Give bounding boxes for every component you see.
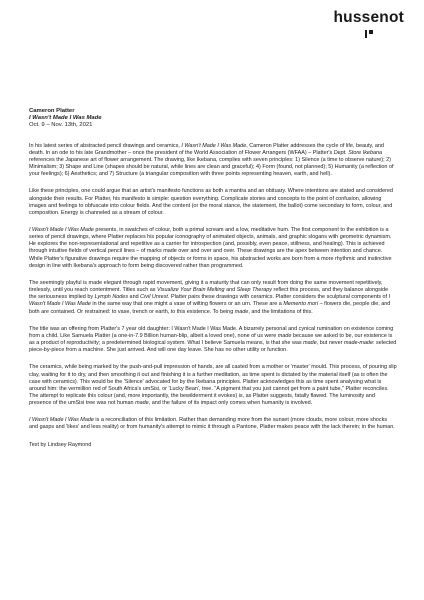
text-run: references the Japanese art of flower arrangement. The drawing, like Ikebana, complies with seven principles: 1) Silence (a time to observe nature); 2) Minimalism; 3) Shape and Line (shapes should be natural, while lines are clean and graceful); 4) Form (found, not planned); 5) Humanity (a reflection of your feelings); 6) Aesthetics; and 7) Structure (a triangular composition with three points representing heaven, earth, and hell). <box>29 156 394 178</box>
text-run: The seemingly playful is made elegant through rapid movement, giving it a maturity that can only result from doing the same movement repetitively, tirelessly, until you reach contentment. Titles such as <box>29 279 383 294</box>
paragraphs <box>29 143 397 449</box>
text-run: , and the limitations of this. <box>248 308 313 315</box>
author-credit <box>29 442 397 449</box>
body-paragraph <box>29 326 397 355</box>
text-run: In his latest series of abstracted pencil drawings and ceramics, <box>29 142 182 149</box>
italic-text: made <box>135 400 149 407</box>
text-run: – flowers die, people die, and both are contained. Or restrained: to vase, trench or earth, to this existence. To being <box>29 301 391 315</box>
text-run: and <box>128 294 141 301</box>
text-run: presents, in swatches of colour, both a primal scream and a low, meditative hum. The first component to the exhibition is a series of pencil drawings, where Platter replaces his popular iconography of animated objects, animals, and graphic slogans with geometric dynamism. He explores the non-representational and repetitive as a carrier for introspection (and, possibly, even peace, stillness, and healing). This is achieved through intuitive fields of vertical pencil lines – of marks made over and over and over. These drawings are the apex between intention and chance. While Platter's figurative drawings require the mapping of objects or forms in space, his abstracted works are born from a more rhythmic and instinctive design in line with Ikebana's approach to form being discovered rather than programmed. <box>29 227 392 269</box>
artist-name: Cameron Platter <box>29 108 75 114</box>
text-run: The title was an offering from Platter's 7 year old daughter: I Wasn't Made I Was Made. A bizarrely personal and cynical rumination on existence coming from a child. Like Samuela Platter (a one-in-7.9 Billion human-blip, albeit a loved one), none of us were <box>29 325 394 339</box>
text-run: , Cameron Platter addresses the cycle of life, beauty, and death. In an ode to his late Grandmother – once the president of the World Association of Flower Arrangers (WFAA) – Platter's <box>29 142 384 156</box>
text-run: because we asked to be, our existence is as a product of reproductivity; a predetermined biological system. What I believe Samuela means, is that she was <box>29 332 393 347</box>
italic-text: made <box>234 308 249 315</box>
text-run: reflect this process, and they balance alongside the seriousness implied by <box>29 287 389 301</box>
text-run: Like these principles, one could argue that an artist's manifesto functions as both a mantra and an obituary. Where intentions are stated and considered alongside their results. For Platter, his manifesto is simple: question everything. Complicate stories and concepts to the point of confusion, allowing images and feelings to obfuscate into colour fields. And the content (or the moral stance, the statement, the ballot) come secondary to form, colour, and composition. Energy is channeled as a stream of colour. <box>29 188 393 216</box>
exhibition-header <box>29 108 397 130</box>
text-run: , but never <box>316 340 344 347</box>
italic-text: Civil Unrest <box>140 294 168 301</box>
italic-text: Dept. Store Ikebana <box>333 149 383 156</box>
body-paragraph <box>29 227 397 270</box>
text-run: , and the failure of its impact only comes when humanity is involved. <box>148 400 313 407</box>
body-paragraph <box>29 188 397 217</box>
body-paragraph <box>29 417 397 431</box>
body-paragraph <box>29 280 397 316</box>
text-run: and <box>224 287 237 294</box>
text-run: Text by Lindsey Raymond <box>29 441 92 448</box>
logo-mark-icon <box>364 29 374 39</box>
italic-text: I Wasn't Made I Was Made <box>181 142 247 149</box>
text-run: in the same way that one might a vase of wilting flowers or an urn. These are a <box>90 301 284 308</box>
text-run: The ceramics, while being marked by the push-and-pull impression of hands, are all casted from a mother or 'master' mould. This process, of pouring slip clay, waiting for it to dry, and then smoothing it out and finishing it is a further meditation, as time spent is dictated by the material itself (as is often the case with ceramics). This would be the 'Silence' advocated for by the Ikebana principles. Platter acknowledges this as time spent analysing what is around him: the vermillion red of South Africa's umSisi, or 'Lucky Bean', tree. "A pigment that you just cannot get from a paint tube," Platter reconciles. The attempt to replicate this colour (and, more importantly, the bewilderment it evokes) is, as Platter suggests, fatally flawed. The luminosity and presence of the umSisi tree was not human <box>29 364 397 407</box>
italic-text: Memento mori <box>283 301 319 308</box>
exhibition-title: I Wasn't Made I Was Made <box>29 115 102 122</box>
italic-text: made <box>277 332 292 339</box>
italic-text: I Wasn't Made I Was Made <box>29 417 94 424</box>
exhibition-dates: Oct. 9 – Nov. 13th, 2021 <box>29 122 93 129</box>
italic-text: made <box>303 340 317 347</box>
body-paragraph <box>29 143 397 179</box>
text-run: . Platter pairs these drawings with ceramics. Platter considers the sculptural components of <box>167 294 389 301</box>
gallery-logo <box>334 10 405 39</box>
italic-text: Sleep Therapy <box>236 287 273 294</box>
body-paragraph <box>29 364 397 407</box>
italic-text: Lymph Nodes <box>94 294 129 301</box>
italic-text: I Wasn't Made I Was Made <box>29 227 94 234</box>
italic-text: I Wasn't Made I Was Made <box>29 294 391 308</box>
italic-text: Visualize Your Brain Melting <box>157 287 225 294</box>
text-run: is a reconciliation of this limitation. Rather than demanding more from the sunset (more clouds, more colour, more shocks and gasps and 'likes' and less reality) or from humanity's attempt to mimic it through a Pantone, Platter makes peace with the lack therein; in the human. <box>29 417 395 431</box>
text-run: : selected piece-by-piece from a machine. She just arrived. And will one day leave. She has no other utility or function. <box>29 340 397 354</box>
logo-wordmark: hussenot <box>333 9 404 26</box>
press-release-body <box>29 108 397 449</box>
italic-text: made-made <box>343 340 373 347</box>
